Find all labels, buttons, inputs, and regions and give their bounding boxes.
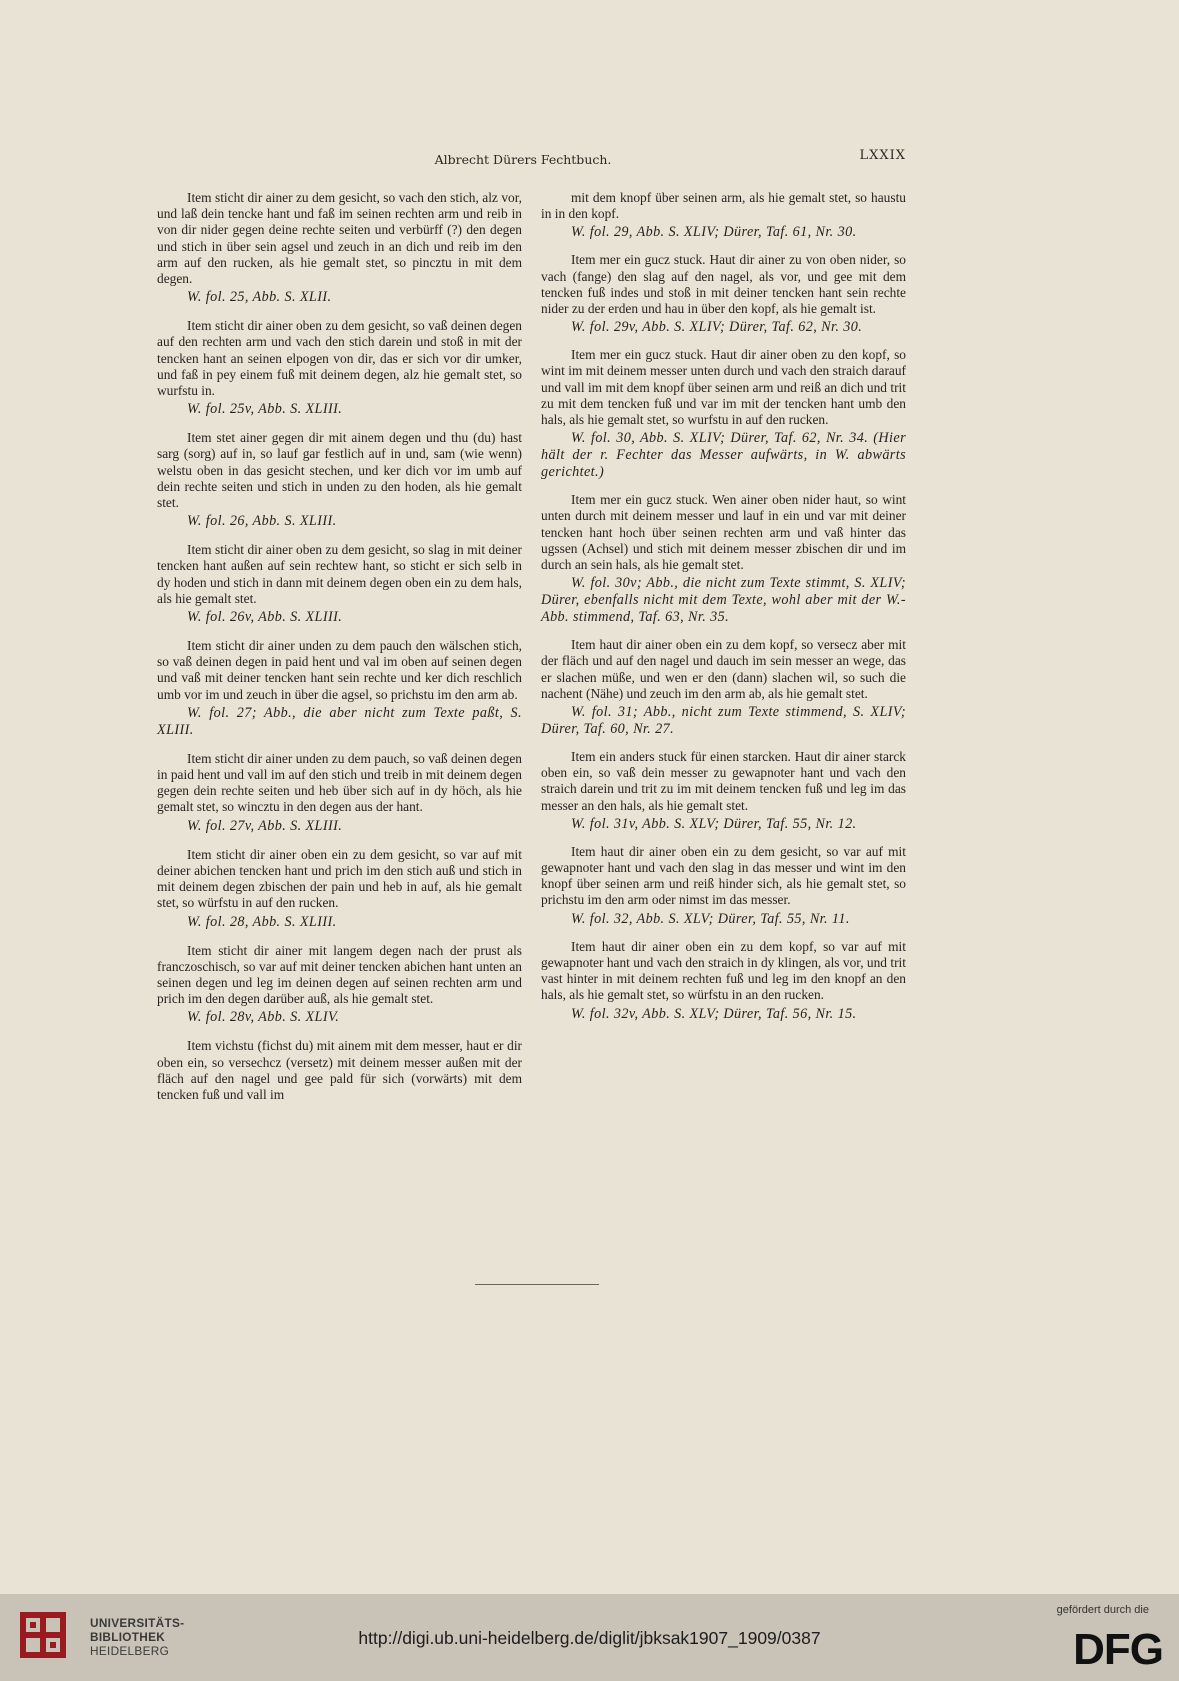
citation: W. fol. 26v, Abb. S. XLIII.: [187, 609, 343, 626]
funder-label: gefördert durch die: [1056, 1604, 1149, 1616]
library-name-line: UNIVERSITÄTS-: [90, 1616, 185, 1630]
page-header: [140, 148, 906, 176]
citation: W. fol. 29, Abb. S. XLIV; Dürer, Taf. 61, Nr. 30.: [571, 224, 857, 241]
paragraph-text: Item sticht dir ainer oben ein zu dem gesicht, so var auf mit deiner abichen tencken hant und prich im den stich auß und stich in mit deinem degen zbischen der pain und heb in auf, als hie gemalt stet, so würfstu in auf den rucken.: [157, 846, 522, 911]
paragraph-text: Item sticht dir ainer zu dem gesicht, so vach den stich, alz vor, und laß dein tencke hant und faß im seinen rechten arm und reib in von dir nider gegen deine rechte seiten und verbürff (?) den degen und stich in über sein agsel und zeuch in an dich und reib im den arm auf den rucken, als hie gemalt stet, so pincztu in mit dem degen.: [157, 190, 522, 287]
text-entry: [157, 943, 522, 1027]
citation: W. fol. 31; Abb., nicht zum Texte stimmend, S. XLIV; Dürer, Taf. 60, Nr. 27.: [541, 704, 906, 738]
text-entry: [157, 638, 522, 739]
paragraph-text: Item haut dir ainer oben ein zu dem kopf, so var auf mit gewapnoter hant und vach den straich in dy klingen, als vor, und trit vast hinter in mit deinem rechten fuß und leg im den knopf an den hals, als hie gemalt stet, so würfstu in an den rucken.: [541, 938, 906, 1003]
paragraph-text: Item sticht dir ainer oben zu dem gesicht, so slag in mit deiner tencken hant außen auf sein rechtew hant, so sticht er sich selb in dy hoden und stich in dann mit deinem degen oben ein zu dem hals, als hie gemalt stet.: [157, 542, 522, 606]
citation: W. fol. 27; Abb., die aber nicht zum Texte paßt, S. XLIII.: [157, 704, 522, 738]
text-entry: [157, 1038, 522, 1103]
text-entry: [541, 749, 906, 833]
citation: W. fol. 27v, Abb. S. XLIII.: [187, 817, 343, 834]
text-entry: [157, 430, 522, 530]
text-entry: [541, 190, 906, 241]
text-entry: [541, 939, 906, 1023]
dfg-logo: DFG: [1073, 1625, 1163, 1674]
paragraph-text: Item sticht dir ainer oben zu dem gesicht, so vaß deinen degen auf den rechten arm und vach den stich darein und stoß in mit der tencken hant an seinen elpogen von dir, das er sich vor dir umker, und faß in pey einem fuß mit deinem degen, alz hie gemalt stet, so wurfstu in.: [157, 318, 522, 399]
left-text-column: [157, 190, 522, 1115]
text-entry: [541, 492, 906, 626]
text-entry: [541, 347, 906, 481]
page-number: LXXIX: [859, 148, 906, 163]
paragraph-text: Item mer ein gucz stuck. Wen ainer oben nider haut, so wint unten durch mit deinem messer und lauf in ein und var mit deiner tencken hant hoch über seinen rechten arm und vaß hinter das ugssen (Achsel) und stich mit deinem messer zbischen dir und im durch an sein hals, als hie gemalt stet.: [541, 492, 906, 573]
citation: W. fol. 28v, Abb. S. XLIV.: [187, 1009, 340, 1026]
paragraph-text: Item sticht dir ainer unden zu dem pauch, so vaß deinen degen in paid hent und vall im auf den stich und treib in mit deinem degen gegen dein rechte seiten und heb über sich auf in dy höch, als hie gemalt stet, so wincztu in den degen aus der hant.: [157, 750, 522, 815]
right-text-column: [541, 190, 906, 1034]
library-name-line: HEIDELBERG: [90, 1644, 170, 1658]
citation: W. fol. 32v, Abb. S. XLV; Dürer, Taf. 56, Nr. 15.: [571, 1005, 857, 1022]
permalink-url[interactable]: http://digi.ub.uni-heidelberg.de/diglit/jbksak1907_1909/0387: [358, 1628, 821, 1648]
citation: W. fol. 28, Abb. S. XLIII.: [187, 913, 337, 930]
text-entry: [157, 751, 522, 835]
library-name-line: BIBLIOTHEK: [90, 1630, 166, 1644]
end-rule: [475, 1284, 599, 1285]
paragraph-text: Item stet ainer gegen dir mit ainem degen und thu (du) hast sarg (sorg) auf in, so lauf gar festlich auf in und, sam (wie wenn) welstu oben in das gesicht stechen, und ker dich vor im umb auf dein rechte seiten und stich in unden zu den hoden, als hie gemalt stet.: [157, 430, 522, 511]
paragraph-text: Item ein anders stuck für einen starcken. Haut dir ainer starck oben ein, so vaß dein messer zu gewapnoter hant und vach den straich darein und trit zu im mit deinem tencken fuß und leg im das messer an den hals, als hie gemalt stet.: [541, 749, 906, 813]
citation: W. fol. 30v; Abb., die nicht zum Texte stimmt, S. XLIV; Dürer, ebenfalls nicht mit dem Texte, wohl aber mit der W.-Abb. stimmend, Taf. 63, Nr. 35.: [541, 575, 906, 626]
text-entry: [157, 190, 522, 306]
paragraph-text: Item sticht dir ainer unden zu dem pauch den wälschen stich, so vaß deinen degen in paid hent und val im oben auf seinen degen und vaß mit deiner tencken hant sein rechte und ker dich reschlich umb vor im und zeuch in über die agsel, so prichstu im den arm ab.: [157, 638, 522, 702]
citation: W. fol. 32, Abb. S. XLV; Dürer, Taf. 55, Nr. 11.: [571, 910, 850, 927]
text-entry: [541, 637, 906, 738]
citation: W. fol. 25, Abb. S. XLII.: [187, 289, 332, 306]
paragraph-text: mit dem knopf über seinen arm, als hie gemalt stet, so haustu in in den kopf.: [541, 190, 906, 222]
text-entry: [157, 847, 522, 931]
citation: W. fol. 29v, Abb. S. XLIV; Dürer, Taf. 62, Nr. 30.: [571, 319, 863, 336]
text-entry: [541, 844, 906, 928]
text-entry: [157, 318, 522, 418]
paragraph-text: Item mer ein gucz stuck. Haut dir ainer oben zu den kopf, so wint im mit deinem messer unten durch und vach den straich darauf und vall im mit dem knopf über seinen arm und reiß an dich und trit zu mit dem tencken fuß und var im mit der tencken hant umb den hals, als hie gemalt stet, so wurfstu in auf den rucken.: [541, 347, 906, 428]
citation: W. fol. 25v, Abb. S. XLIII.: [187, 401, 343, 418]
paragraph-text: Item vichstu (fichst du) mit ainem mit dem messer, haut er dir oben ein, so versechcz (versetz) mit deinem messer außen mit der fläch auf den nagel und gee pald für sich (vorwärts) mit dem tencken fuß und vall im: [157, 1038, 522, 1102]
paragraph-text: Item haut dir ainer oben ein zu dem kopf, so versecz aber mit der fläch und auf den nagel und dauch im sein messer an wege, das er slachen müße, und wen er den (dann) slachen wil, so such die nachent (Nähe) und zeuch im den arm ab, als hie gemalt stet.: [541, 637, 906, 701]
viewer-footer: [0, 1594, 1179, 1681]
paragraph-text: Item haut dir ainer oben ein zu dem gesicht, so var auf mit gewapnoter hant und vach den slag in das messer und wint im den knopf über seinen arm und reiß hinder sich, als hie gemalt stet, so prichstu im den arm oder nimst im das messer.: [541, 843, 906, 908]
paragraph-text: Item sticht dir ainer mit langem degen nach der prust als franczoschisch, so var auf mit deiner tencken abichen hant unten an seinen degen und leg im deinen degen auf seinen rechten arm und prich im den degen darüber auß, als hie gemalt stet.: [157, 942, 522, 1007]
running-title: Albrecht Dürers Fechtbuch.: [434, 152, 612, 167]
text-entry: [541, 252, 906, 336]
citation: W. fol. 26, Abb. S. XLIII.: [187, 513, 337, 530]
text-entry: [157, 542, 522, 626]
citation: W. fol. 30, Abb. S. XLIV; Dürer, Taf. 62, Nr. 34. (Hier hält der r. Fechter das Messer aufwärts, in W. abwärts gerichtet.): [541, 430, 906, 481]
citation: W. fol. 31v, Abb. S. XLV; Dürer, Taf. 55, Nr. 12.: [571, 815, 857, 832]
paragraph-text: Item mer ein gucz stuck. Haut dir ainer zu von oben nider, so vach (fange) den slag auf den nagel, als vor, und gee mit dem tencken fuß indes und stoß in mit deiner tencken hant sein rechte nider zu der erden und hau in über den kopf, als hie gemalt ist.: [541, 252, 906, 317]
